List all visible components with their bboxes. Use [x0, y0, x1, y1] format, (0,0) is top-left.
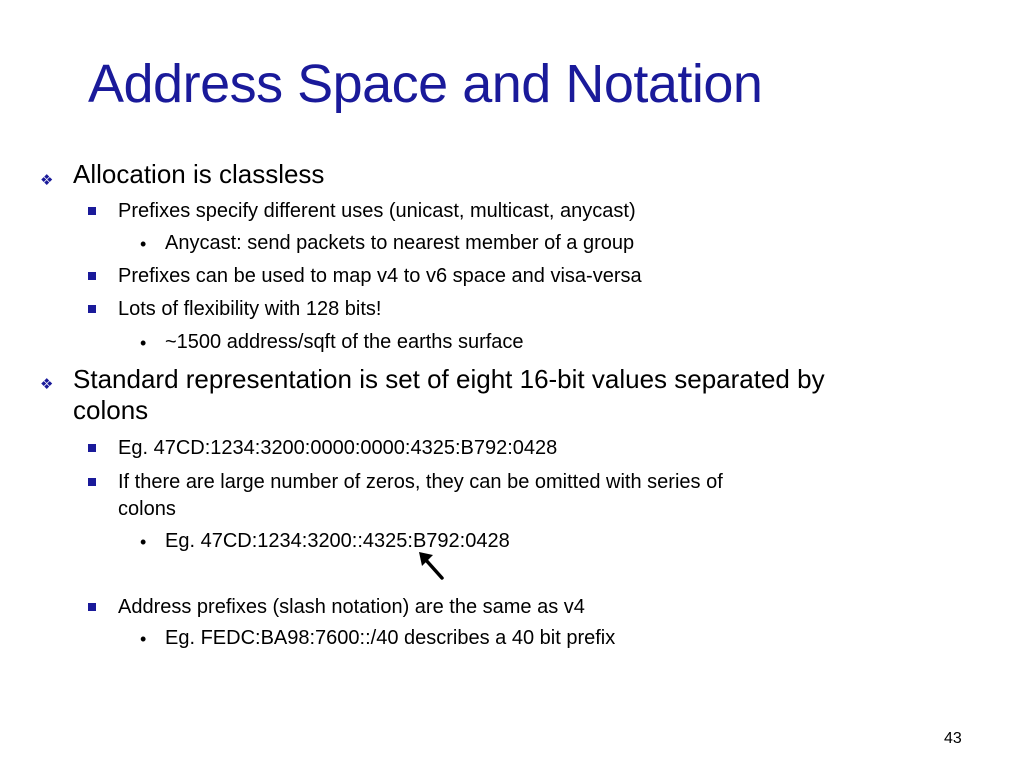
bullet-item: Lots of flexibility with 128 bits! — [118, 298, 382, 320]
bullet-item: Prefixes can be used to map v4 to v6 space and visa-versa — [118, 265, 642, 287]
bullet-item: Standard representation is set of eight 16-bit values separated by — [73, 364, 825, 394]
arrow-up-left-icon — [415, 548, 451, 584]
bullet-item: Address prefixes (slash notation) are the same as v4 — [118, 596, 585, 618]
slide-title: Address Space and Notation — [88, 54, 763, 114]
square-bullet-icon — [88, 444, 96, 452]
dot-bullet-icon: • — [140, 629, 147, 649]
dot-bullet-icon: • — [140, 234, 147, 254]
bullet-item: Eg. 47CD:1234:3200:0000:0000:4325:B792:0428 — [118, 437, 558, 459]
square-bullet-icon — [88, 603, 96, 611]
square-bullet-icon — [88, 305, 96, 313]
bullet-item: Eg. FEDC:BA98:7600::/40 describes a 40 bit prefix — [165, 627, 616, 649]
bullet-item: ~1500 address/sqft of the earths surface — [165, 331, 524, 353]
diamond-bullet-icon: ❖ — [40, 376, 54, 393]
square-bullet-icon — [88, 272, 96, 280]
bullet-item: If there are large number of zeros, they can be omitted with series of — [118, 471, 723, 493]
page-number: 43 — [944, 730, 962, 747]
dot-bullet-icon: • — [140, 333, 147, 353]
bullet-item: Anycast: send packets to nearest member of a group — [165, 232, 635, 254]
bullet-item: Prefixes specify different uses (unicast, multicast, anycast) — [118, 200, 636, 222]
bullet-item-continuation: colons — [118, 498, 176, 520]
bullet-item: Allocation is classless — [73, 159, 325, 189]
diamond-bullet-icon: ❖ — [40, 172, 54, 189]
bullet-item-continuation: colons — [73, 395, 149, 425]
square-bullet-icon — [88, 207, 96, 215]
bullet-item: Eg. 47CD:1234:3200::4325:B792:0428 — [165, 530, 510, 552]
dot-bullet-icon: • — [140, 532, 147, 552]
square-bullet-icon — [88, 478, 96, 486]
